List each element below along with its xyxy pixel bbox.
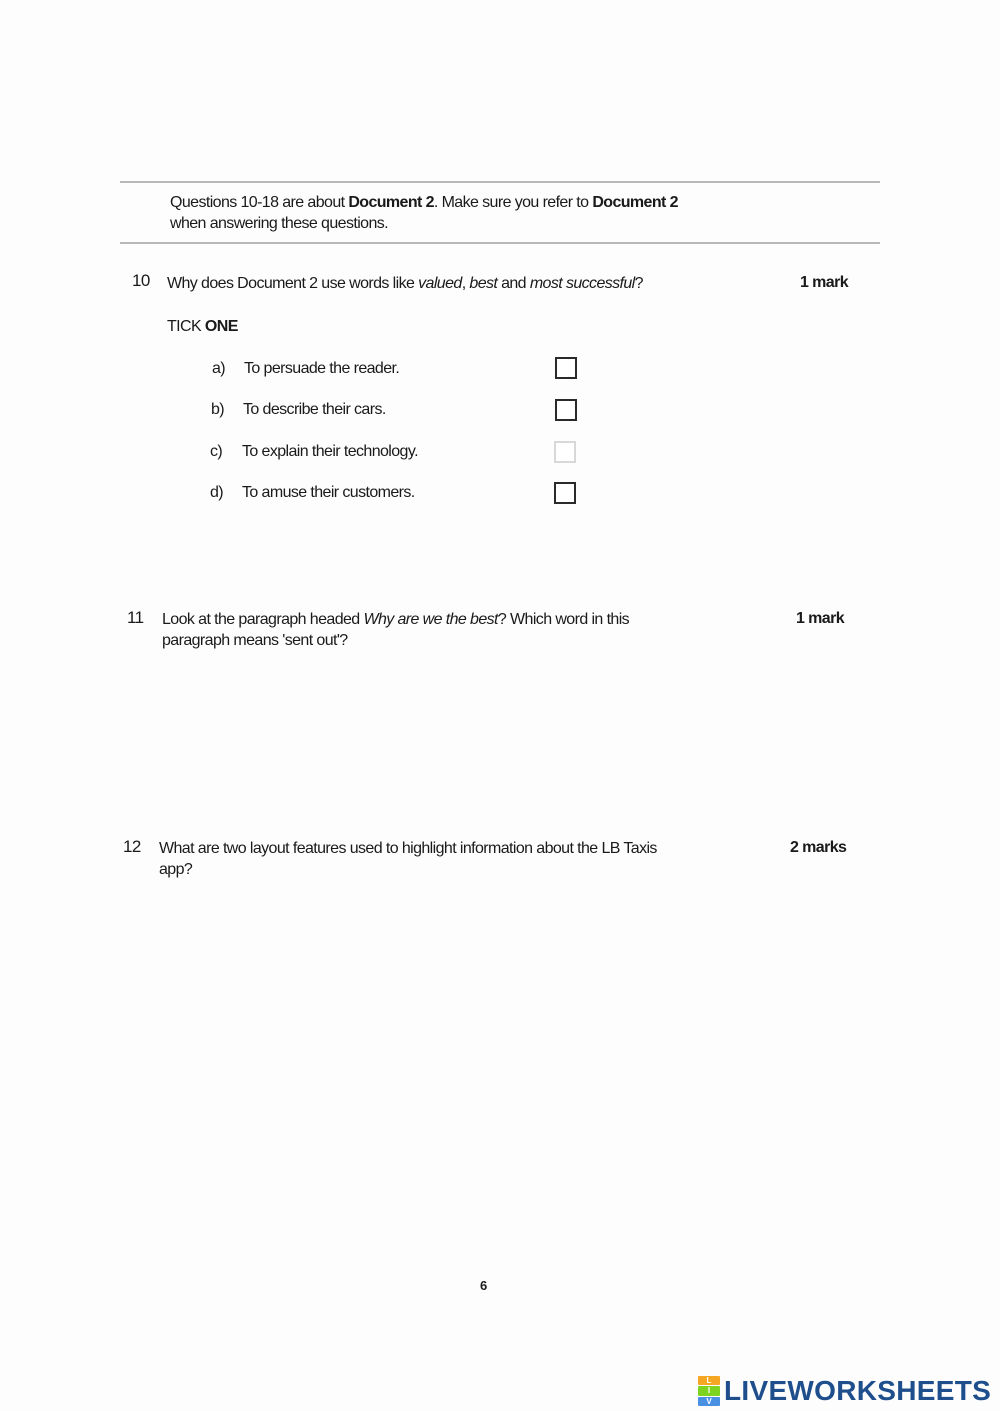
q12-text-b: app?	[159, 861, 193, 878]
option-c-checkbox[interactable]	[554, 441, 576, 463]
header-rule-bottom	[120, 242, 880, 244]
logo-letter-l: L	[698, 1376, 720, 1385]
question-11-text	[162, 609, 762, 651]
tick-one-instruction	[167, 318, 238, 336]
question-10-number: 10	[132, 271, 150, 290]
q10-emphasis-valued: valued	[418, 275, 462, 292]
question-10-marks: 1 mark	[800, 274, 848, 291]
q10-text-b: ,	[461, 275, 470, 292]
q11-emphasis-heading: Why are we the best	[363, 611, 498, 628]
q10-emphasis-best: best	[469, 275, 498, 292]
page-number: 6	[480, 1278, 487, 1293]
question-10-text	[167, 273, 767, 294]
intro-text-1: Questions 10-18 are about	[170, 194, 349, 211]
q11-text-b: ? Which word in this	[497, 611, 630, 628]
q11-text-c: paragraph means 'sent out'?	[162, 632, 348, 649]
question-12-marks: 2 marks	[790, 839, 847, 856]
liveworksheets-brand	[698, 1374, 991, 1408]
q10-text-d: ?	[634, 275, 643, 292]
option-c-letter: c)	[210, 443, 223, 460]
q11-text-a: Look at the paragraph headed	[162, 611, 364, 628]
q10-emphasis-most-successful: most successful	[529, 275, 635, 292]
option-b-text: To describe their cars.	[243, 401, 386, 418]
question-11-number: 11	[127, 608, 144, 627]
option-d-checkbox[interactable]	[554, 482, 576, 504]
option-d-text: To amuse their customers.	[242, 484, 415, 501]
option-a-text: To persuade the reader.	[244, 360, 400, 377]
intro-text-3: when answering these questions.	[170, 215, 388, 232]
option-a-checkbox[interactable]	[555, 357, 577, 379]
tick-count: ONE	[204, 318, 238, 335]
question-12-text	[159, 838, 769, 880]
logo-letter-v: V	[698, 1397, 720, 1406]
q12-text-a: What are two layout features used to highlight information about the LB Taxis	[159, 840, 657, 857]
intro-document-ref-1: Document 2	[348, 194, 434, 211]
q10-text-c: and	[497, 275, 530, 292]
header-rule-top	[120, 181, 880, 183]
section-intro	[170, 192, 790, 234]
q10-text-a: Why does Document 2 use words like	[167, 275, 419, 292]
intro-document-ref-2: Document 2	[592, 194, 678, 211]
option-b-checkbox[interactable]	[555, 399, 577, 421]
option-a-letter: a)	[212, 360, 226, 377]
option-d-letter: d)	[210, 484, 224, 501]
option-b-letter: b)	[211, 401, 225, 418]
question-12-number: 12	[123, 837, 141, 856]
logo-letter-i: I	[698, 1386, 720, 1395]
tick-prefix: TICK	[167, 318, 205, 335]
liveworksheets-wordmark: LIVEWORKSHEETS	[724, 1375, 992, 1406]
option-c-text: To explain their technology.	[242, 443, 418, 460]
liveworksheets-logo-icon	[698, 1376, 720, 1406]
intro-text-2: . Make sure you refer to	[433, 194, 593, 211]
question-11-marks: 1 mark	[796, 610, 844, 627]
